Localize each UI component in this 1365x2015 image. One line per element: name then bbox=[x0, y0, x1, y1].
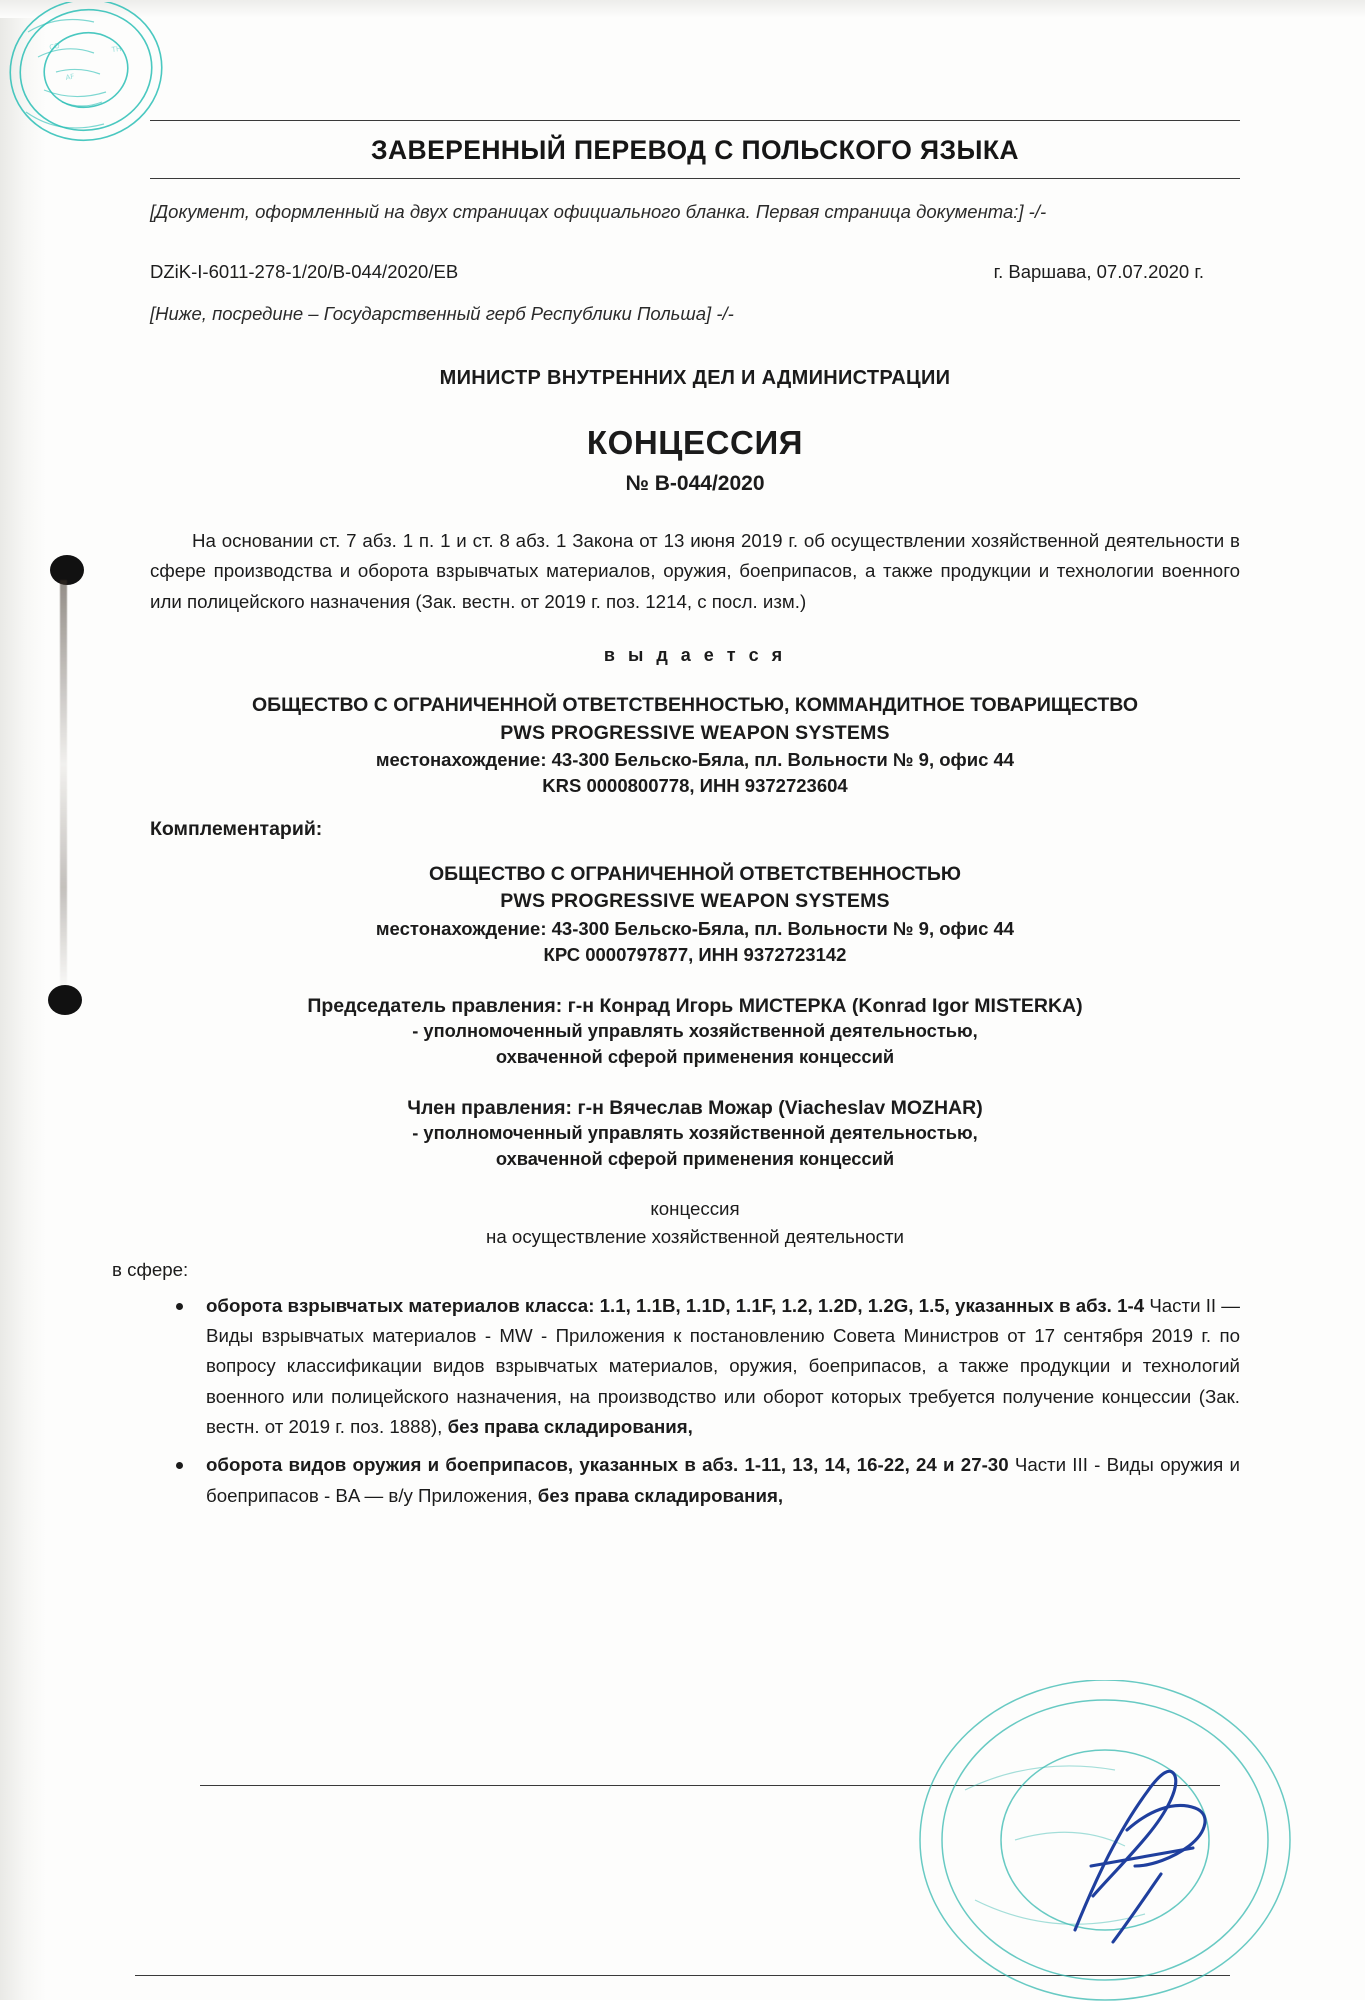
binder-scan-streak bbox=[60, 580, 67, 990]
place-and-date: г. Варшава, 07.07.2020 г. bbox=[993, 260, 1204, 282]
emblem-note: [Ниже, посредине – Государственный герб Республики Польша] -/- bbox=[150, 302, 734, 324]
officer-chairman-name: Председатель правления: г-н Конрад Игорь МИСТЕРКА (Konrad Igor MISTERKA) bbox=[307, 994, 1083, 1017]
beneficiary-address: местонахождение: 43-300 Бельско-Бяла, пл. Вольности № 9, офис 44 bbox=[375, 749, 1015, 771]
scope-item-2-plain: Части III - Виды оружия и боеприпасов - BA — в/у Приложения, bbox=[206, 1454, 1240, 1506]
officer-board-member-name: Член правления: г-н Вячеслав Можар (Viacheslav MOZHAR) bbox=[407, 1096, 983, 1119]
handwritten-signature bbox=[775, 1680, 1295, 2010]
document-heading: КОНЦЕССИЯ bbox=[586, 423, 804, 461]
svg-text:AF: AF bbox=[64, 72, 76, 82]
komplementary-name: PWS PROGRESSIVE WEAPON SYSTEMS bbox=[500, 890, 890, 913]
reference-number: DZiK-I-6011-278-1/20/B-044/2020/EB bbox=[150, 260, 459, 282]
beneficiary-block bbox=[150, 692, 1240, 800]
scope-list-item bbox=[150, 1450, 1240, 1511]
scope-label: в сфере: bbox=[112, 1258, 189, 1280]
scope-item-1-bold-lead: оборота взрывчатых материалов класса: 1.1, 1.1B, 1.1D, 1.1F, 1.2, 1.2D, 1.2G, 1.5, указанных в абз. 1-4 bbox=[206, 1294, 1150, 1316]
binder-punch-mark-bottom bbox=[48, 985, 82, 1015]
issued-label: в ы д а е т с я bbox=[603, 644, 787, 665]
officer-board-member-authority-line2: охваченной сферой применения концессий bbox=[495, 1148, 895, 1170]
komplementary-label: Комплементарий: bbox=[150, 817, 323, 840]
document-content bbox=[112, 120, 1240, 1511]
svg-text:TH: TH bbox=[111, 45, 122, 54]
officer-chairman-authority-line2: охваченной сферой применения концессий bbox=[495, 1046, 895, 1068]
scan-edge-shading-top bbox=[0, 0, 1365, 18]
officer-chairman bbox=[150, 995, 1240, 1071]
scan-edge-shading-left bbox=[0, 0, 46, 2000]
beneficiary-legal-form: ОБЩЕСТВО С ОГРАНИЧЕННОЙ ОТВЕТСТВЕННОСТЬЮ, КОММАНДИТНОЕ ТОВАРИЩЕСТВО bbox=[251, 693, 1139, 716]
beneficiary-name: PWS PROGRESSIVE WEAPON SYSTEMS bbox=[500, 721, 890, 744]
beneficiary-registry: KRS 0000800778, ИНН 9372723604 bbox=[542, 775, 848, 797]
komplementary-registry: КРС 0000797877, ИНН 9372723142 bbox=[543, 944, 847, 966]
title-divider-rule bbox=[150, 178, 1240, 179]
grant-line-2: на осуществление хозяйственной деятельности bbox=[486, 1225, 904, 1247]
footer-divider-rule bbox=[135, 1975, 1230, 1976]
scope-item-2-bold-lead: оборота видов оружия и боеприпасов, указанных в абз. 1-11, 13, 14, 16-22, 24 и 27-30 bbox=[206, 1454, 1015, 1476]
komplementary-legal-form: ОБЩЕСТВО С ОГРАНИЧЕННОЙ ОТВЕТСТВЕННОСТЬЮ bbox=[428, 862, 962, 885]
officer-board-member bbox=[150, 1097, 1240, 1173]
scope-list-item bbox=[150, 1291, 1240, 1442]
binder-punch-mark-top bbox=[50, 555, 84, 585]
translator-note: [Документ, оформленный на двух страницах официального бланка. Первая страница документа:] -/- bbox=[150, 201, 1047, 222]
svg-text:CO: CO bbox=[48, 41, 61, 52]
grant-line-1: концессия bbox=[650, 1197, 740, 1219]
scope-item-2-bold-tail: без права складирования, bbox=[537, 1484, 784, 1506]
document-heading-number: № B-044/2020 bbox=[625, 471, 765, 495]
reference-row bbox=[150, 261, 1240, 283]
scope-item-1-bold-tail: без права складирования, bbox=[447, 1415, 693, 1437]
komplementary-address: местонахождение: 43-300 Бельско-Бяла, пл. Вольности № 9, офис 44 bbox=[375, 918, 1015, 940]
page-title: ЗАВЕРЕННЫЙ ПЕРЕВОД С ПОЛЬСКОГО ЯЗЫКА bbox=[371, 135, 1019, 165]
bottom-divider-rule bbox=[200, 1785, 1220, 1786]
issuing-authority: МИНИСТР ВНУТРЕННИХ ДЕЛ И АДМИНИСТРАЦИИ bbox=[439, 366, 951, 389]
officer-board-member-authority-line1: - уполномоченный управлять хозяйственной деятельностью, bbox=[412, 1121, 978, 1143]
scope-item-1-plain: Части II — Виды взрывчатых материалов - MW - Приложения к постановлению Совета Министров от 17 сентября 2019 г. по вопросу классификации видов взрывчатых материалов, оружия, боеприпасов, а также продукции и технологий военного или полицейского назначения, на производство или оборот которых требуется получение концессии (Зак. вестн. от 2019 г. поз. 1888), bbox=[206, 1294, 1240, 1437]
legal-basis-paragraph: На основании ст. 7 абз. 1 п. 1 и ст. 8 абз. 1 Закона от 13 июня 2019 г. об осуществлении хозяйственной деятельности в сфере производства и оборота взрывчатых материалов, оружия, боеприпасов, а также продукции и технологии военного или полицейского назначения (Зак. вестн. от 2019 г. поз. 1214, с посл. изм.) bbox=[150, 529, 1240, 612]
officer-chairman-authority-line1: - уполномоченный управлять хозяйственной деятельностью, bbox=[412, 1019, 978, 1041]
komplementary-block bbox=[150, 861, 1240, 969]
scope-list bbox=[150, 1291, 1240, 1511]
